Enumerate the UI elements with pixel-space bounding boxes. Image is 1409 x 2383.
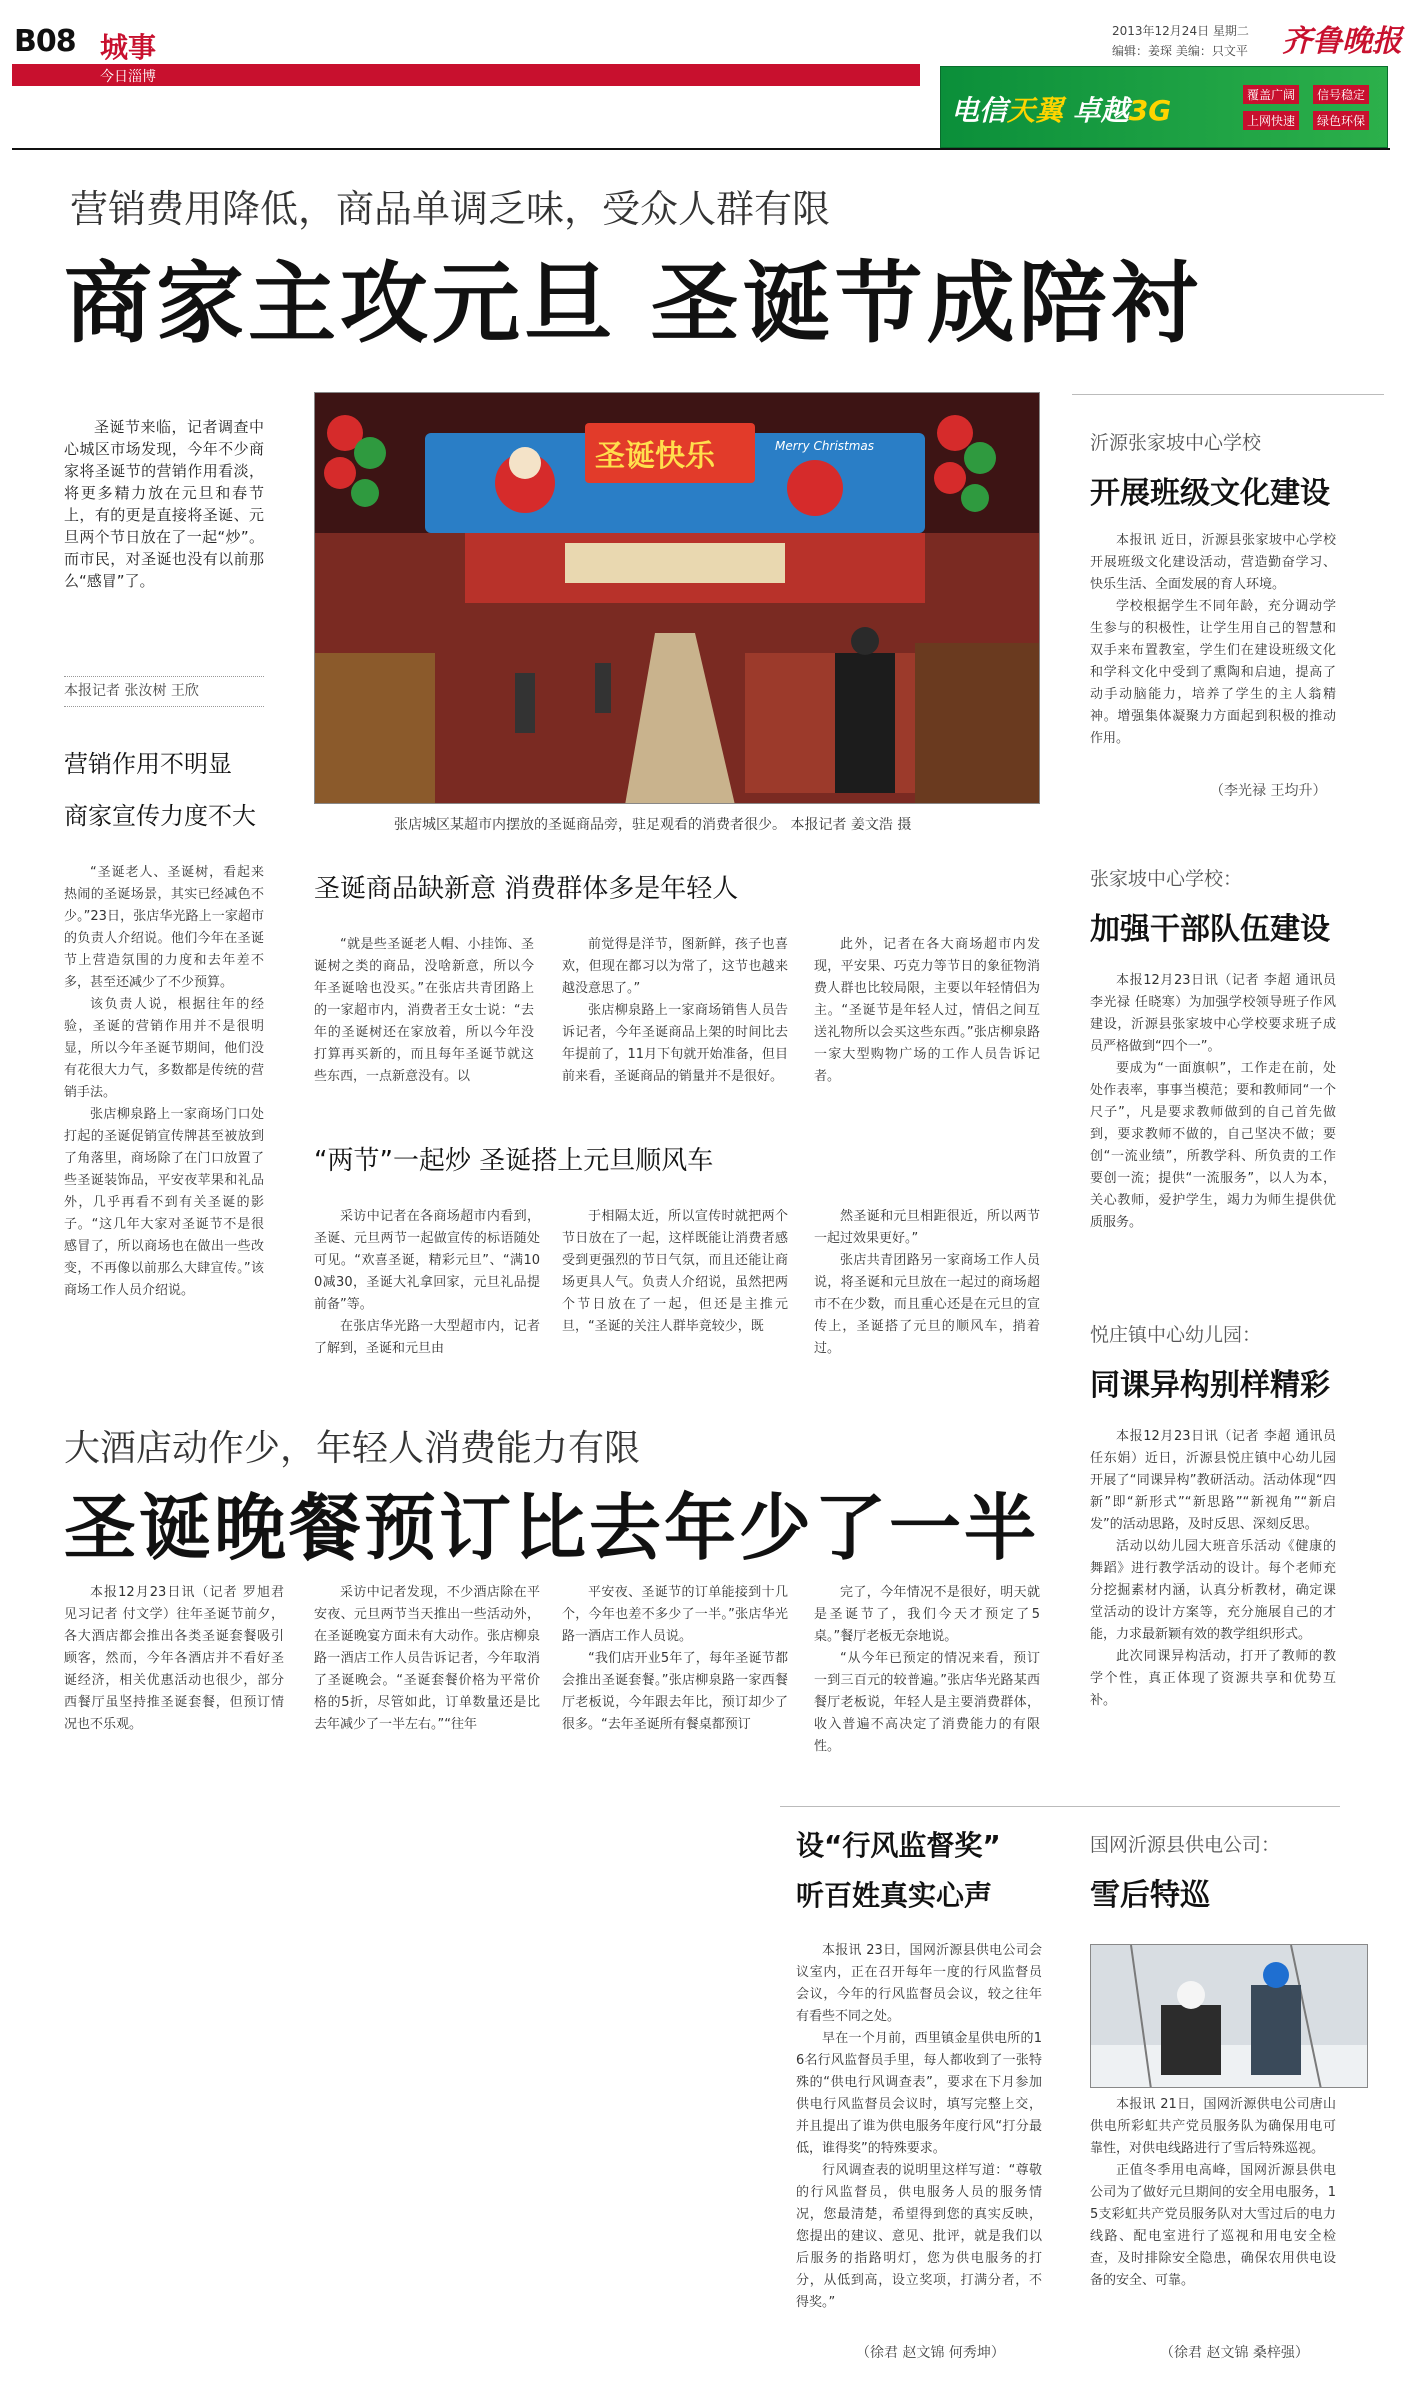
- body-paragraph: 本报讯 近日，沂源县张家坡中心学校开展班级文化建设活动，营造勤奋学习、快乐生活、全面发展的育人环境。: [1090, 533, 1336, 592]
- divider: [780, 1806, 1340, 1807]
- story3-byline: （徐君 赵文锦 何秀坤）: [856, 2345, 1005, 2361]
- body-paragraph: 采访中记者发现，不少酒店除在平安夜、元旦两节当天推出一些活动外，在圣诞晚宴方面未有大动作。张店柳泉路一酒店工作人员告诉记者，今年取消了圣诞晚会。“圣诞套餐价格为平常价格的5折，尽管如此，订单数量还是比去年减少了一半左右。”“往年: [314, 1585, 540, 1732]
- body-paragraph: 要成为“一面旗帜”，工作走在前，处处作表率，事事当模范；要和教师同“一个尺子”，凡是要求教师做到的自己首先做到，要求教师不做的，自己坚决不做；要创“一流业绩”，所教学科、所负责的工作要创一流；提供“一流服务”，以人为本，关心教师，爱护学生，竭力为师生提供优质服务。: [1090, 1061, 1336, 1230]
- snow-patrol-photo: [1090, 1944, 1368, 2088]
- body-paragraph: 在张店华光路一大型超市内，记者了解到，圣诞和元旦由: [314, 1319, 540, 1356]
- section-title: 城事: [100, 31, 157, 64]
- story2-column-a: [64, 1582, 284, 1758]
- story1-kicker: 营销费用降低，商品单调乏味，受众人群有限: [70, 187, 831, 231]
- divider: [1072, 394, 1384, 395]
- divider: [64, 676, 264, 677]
- story2-column-b: [314, 1582, 540, 1758]
- story2-headline: 圣诞晚餐预订比去年少了一半: [64, 1485, 1040, 1570]
- body-paragraph: “我们店开业5年了，每年圣诞节都会推出圣诞套餐。”张店柳泉路一家西餐厅老板说，今年跟去年比，预订却少了很多。“去年圣诞所有餐桌都预订: [562, 1651, 788, 1732]
- body-paragraph: 行风调查表的说明里这样写道：“尊敬的行风监督员，供电服务人员的服务情况，您最清楚，希望得到您的真实反映，您提出的建议、意见、批评，就是我们以后服务的指路明灯，您为供电服务的打分，从低到高，设立奖项，打满分者，不得奖。”: [796, 2163, 1042, 2310]
- body-paragraph: 该负责人说，根据往年的经验，圣诞的营销作用并不是很明显，所以今年圣诞节期间，他们没有花很大力气，多数都是传统的营销手法。: [64, 997, 264, 1100]
- brief4-title: 雪后特巡: [1090, 1878, 1210, 1913]
- brief4-org: 国网沂源县供电公司：: [1090, 1834, 1281, 1856]
- body-paragraph: 活动以幼儿园大班音乐活动《健康的舞蹈》进行教学活动的设计。每个老师充分挖掘素材内涵，认真分析教材，确定课堂活动的设计方案等，充分施展自己的才能，力求最新颖有效的教学组织形式。: [1090, 1539, 1336, 1642]
- brief1-title: 开展班级文化建设: [1090, 476, 1330, 511]
- brief1-org: 沂源张家坡中心学校: [1090, 432, 1262, 454]
- body-paragraph: “就是些圣诞老人帽、小挂饰、圣诞树之类的商品，没啥新意，所以今年圣诞啥也没买。”在张店共青团路上的一家超市内，消费者王女士说：“去年的圣诞树还在家放着，所以今年没打算再买新的，而且每年圣诞节就这些东西，一点新意没有。以: [314, 937, 534, 1084]
- body-paragraph: 正值冬季用电高峰，国网沂源县供电公司为了做好元旦期间的安全用电服务，15支彩虹共产党员服务队对大雪过后的电力线路、配电室进行了巡视和用电安全检查，及时排除安全隐患，确保农用供电设备的安全、可靠。: [1090, 2163, 1336, 2288]
- story1-subhead-2: 圣诞商品缺新意 消费群体多是年轻人: [314, 874, 739, 904]
- body-paragraph: 然圣诞和元旦相距很近，所以两节一起过效果更好。”: [814, 1209, 1040, 1246]
- brief2-org: 张家坡中心学校：: [1090, 868, 1243, 890]
- story1-column-2c: [814, 934, 1040, 1110]
- masthead-rule: [12, 148, 1390, 150]
- story1-headline: 商家主攻元旦 圣诞节成陪衬: [64, 251, 1203, 355]
- ad-tag: 信号稳定: [1313, 85, 1369, 104]
- story3-title-1: 设“行风监督奖”: [796, 1829, 1001, 1862]
- ad-tag: 覆盖广阔: [1243, 85, 1299, 104]
- body-paragraph: 平安夜、圣诞节的订单能接到十几个，今年也差不多少了一半。”张店华光路一酒店工作人员说。: [562, 1585, 788, 1644]
- body-paragraph: 采访中记者在各商场超市内看到，圣诞、元旦两节一起做宣传的标语随处可见。“欢喜圣诞，精彩元旦”、“满100减30，圣诞大礼拿回家，元旦礼品提前备”等。: [314, 1209, 540, 1312]
- story1-column-3b: [562, 1206, 788, 1360]
- body-paragraph: 张店柳泉路上一家商场门口处打起的圣诞促销宣传牌甚至被放到了角落里，商场除了在门口放置了些圣诞装饰品，平安夜苹果和礼品外，几乎再看不到有关圣诞的影子。“这几年大家对圣诞节不是很感冒了，所以商场也在做出一些改变，不再像以前那么大肆宣传。”该商场工作人员介绍说。: [64, 1107, 264, 1298]
- photo-sign-english: Merry Christmas: [775, 439, 875, 453]
- body-paragraph: 本报讯 21日，国网沂源供电公司唐山供电所彩虹共产党员服务队为确保用电可靠性，对供电线路进行了雪后特殊巡视。: [1090, 2097, 1336, 2156]
- brief3-org: 悦庄镇中心幼儿园：: [1090, 1324, 1262, 1346]
- body-paragraph: 此外，记者在各大商场超市内发现，平安果、巧克力等节日的象征物消费人群也比较局限，主要以年轻情侣为主。“圣诞节是年轻人过，情侣之间互送礼物所以会买这些东西。”张店柳泉路一家大型购物广场的工作人员告诉记者。: [814, 937, 1040, 1084]
- brief4-byline: （徐君 赵文锦 桑梓强）: [1160, 2345, 1309, 2361]
- story2-column-c: [562, 1582, 788, 1758]
- subsection-label: 今日淄博: [100, 69, 156, 85]
- newspaper-logo: 齐鲁晚报: [1282, 24, 1402, 59]
- body-paragraph: 张店共青团路另一家商场工作人员说，将圣诞和元旦放在一起过的商场超市不在少数，而且重心还是在元旦的宣传上，圣诞搭了元旦的顺风车，捎着过。: [814, 1253, 1040, 1356]
- ad-tag: 绿色环保: [1313, 111, 1369, 130]
- story1-byline: 本报记者 张汝树 王欣: [64, 683, 199, 699]
- brief1-body: [1090, 530, 1336, 760]
- story2-kicker: 大酒店动作少，年轻人消费能力有限: [64, 1428, 641, 1469]
- photo-sign-text: 圣诞快乐: [595, 439, 715, 474]
- body-paragraph: 前觉得是洋节，图新鲜，孩子也喜欢，但现在都习以为常了，这节也越来越没意思了。”: [562, 937, 788, 996]
- story1-column-2a: [314, 934, 534, 1110]
- story1-lede: 圣诞节来临，记者调查中心城区市场发现，今年不少商家将圣诞节的营销作用看淡，将更多精力放在元旦和春节上，有的更是直接将圣诞、元旦两个节日放在了一起“炒”。而市民，对圣诞也没有以前那么“感冒”了。: [64, 418, 264, 590]
- body-paragraph: 学校根据学生不同年龄，充分调动学生参与的积极性，让学生用自己的智慧和双手来布置教室，学生们在建设班级文化和学科文化中受到了熏陶和启迪，提高了动手动脑能力，培养了学生的主人翁精神。增强集体凝聚力方面起到积极的推动作用。: [1090, 599, 1336, 746]
- divider: [64, 706, 264, 707]
- story1-column-1: [64, 862, 264, 1362]
- body-paragraph: 本报12月23日讯（记者 罗旭君 见习记者 付文学）往年圣诞节前夕，各大酒店都会推出各类圣诞套餐吸引顾客，然而，今年各酒店并不看好圣诞经济，相关优惠活动也很少，部分西餐厅虽坚持推圣诞套餐，但预订情况也不乐观。: [64, 1585, 284, 1732]
- body-paragraph: 本报12月23日讯（记者 李超 通讯员 任东娟）近日，沂源县悦庄镇中心幼儿园开展了“同课异构”教研活动。活动体现“四新”即“新形式”“新思路”“新视角”“新启发”的活动思路，及时反思、深刻反思。: [1090, 1429, 1336, 1532]
- patrol-illustration: [1091, 1945, 1368, 2088]
- telecom-ad-banner[interactable]: [940, 66, 1388, 148]
- story3-body: [796, 1940, 1042, 2334]
- page-code: B08: [14, 24, 76, 59]
- body-paragraph: 此次同课异构活动，打开了教师的教学个性，真正体现了资源共享和优势互补。: [1090, 1649, 1336, 1708]
- brief2-body: [1090, 970, 1336, 1300]
- body-paragraph: 完了，今年情况不是很好，明天就是圣诞节了，我们今天才预定了5桌。”餐厅老板无奈地说。: [814, 1585, 1040, 1644]
- story1-column-2b: [562, 934, 788, 1110]
- story1-subhead-3: “两节”一起炒 圣诞搭上元旦顺风车: [314, 1146, 714, 1176]
- body-paragraph: 张店柳泉路上一家商场销售人员告诉记者，今年圣诞商品上架的时间比去年提前了，11月下旬就开始准备，但目前来看，圣诞商品的销量并不是很好。: [562, 1003, 788, 1084]
- section-strip: [12, 64, 920, 86]
- body-paragraph: 本报讯 23日，国网沂源县供电公司会议室内，正在召开每年一度的行风监督员会议，今年的行风监督员会议，较之往年有看些不同之处。: [796, 1943, 1042, 2024]
- ad-tag: 上网快速: [1243, 111, 1299, 130]
- brief1-byline: （李光禄 王均升）: [1210, 783, 1327, 799]
- story1-column-3c: [814, 1206, 1040, 1360]
- body-paragraph: “圣诞老人、圣诞树，看起来热闹的圣诞场景，其实已经减色不少。”23日，张店华光路上一家超市的负责人介绍说。他们今年在圣诞节上营造氛围的力度和去年差不多，甚至还减少了不少预算。: [64, 865, 264, 990]
- brief2-title: 加强干部队伍建设: [1090, 912, 1330, 947]
- ad-slogan: 电信天翼 卓越3G: [951, 94, 1172, 127]
- body-paragraph: 本报12月23日讯（记者 李超 通讯员 李光禄 任晓寒）为加强学校领导班子作风建设，沂源县张家坡中心学校要求班子成员严格做到“四个一”。: [1090, 973, 1336, 1054]
- body-paragraph: “从今年已预定的情况来看，预订一到三百元的较普遍。”张店华光路某西餐厅老板说，年轻人是主要消费群体，收入普遍不高决定了消费能力的有限性。: [814, 1651, 1040, 1754]
- body-paragraph: 于相隔太近，所以宣传时就把两个节日放在了一起，这样既能让消费者感受到更强烈的节日气氛，而且还能让商场更具人气。负责人介绍说，虽然把两个节日放在了一起，但还是主推元旦，“圣诞的关注人群毕竟较少，既: [562, 1209, 788, 1334]
- editor-credits: 编辑：姜琛 美编：只文平: [1112, 44, 1248, 58]
- supermarket-photo: [314, 392, 1040, 804]
- brief4-body: [1090, 2094, 1336, 2334]
- body-paragraph: 早在一个月前，西里镇金星供电所的16名行风监督员手里，每人都收到了一张特殊的“供电行风调查表”，要求在下月参加供电行风监督员会议时，填写完整上交，并且提出了谁为供电服务年度行风“打分最低，谁得奖”的特殊要求。: [796, 2031, 1042, 2156]
- story1-subhead-1a: 营销作用不明显: [64, 750, 232, 778]
- issue-date: 2013年12月24日 星期二: [1112, 24, 1249, 38]
- story1-column-3a: [314, 1206, 540, 1360]
- brief3-body: [1090, 1426, 1336, 1786]
- brief3-title: 同课异构别样精彩: [1090, 1368, 1330, 1403]
- story2-column-d: [814, 1582, 1040, 1758]
- story1-subhead-1b: 商家宣传力度不大: [64, 802, 256, 830]
- story3-title-2: 听百姓真实心声: [796, 1879, 993, 1912]
- photo-caption: 张店城区某超市内摆放的圣诞商品旁，驻足观看的消费者很少。 本报记者 姜文浩 摄: [394, 817, 912, 833]
